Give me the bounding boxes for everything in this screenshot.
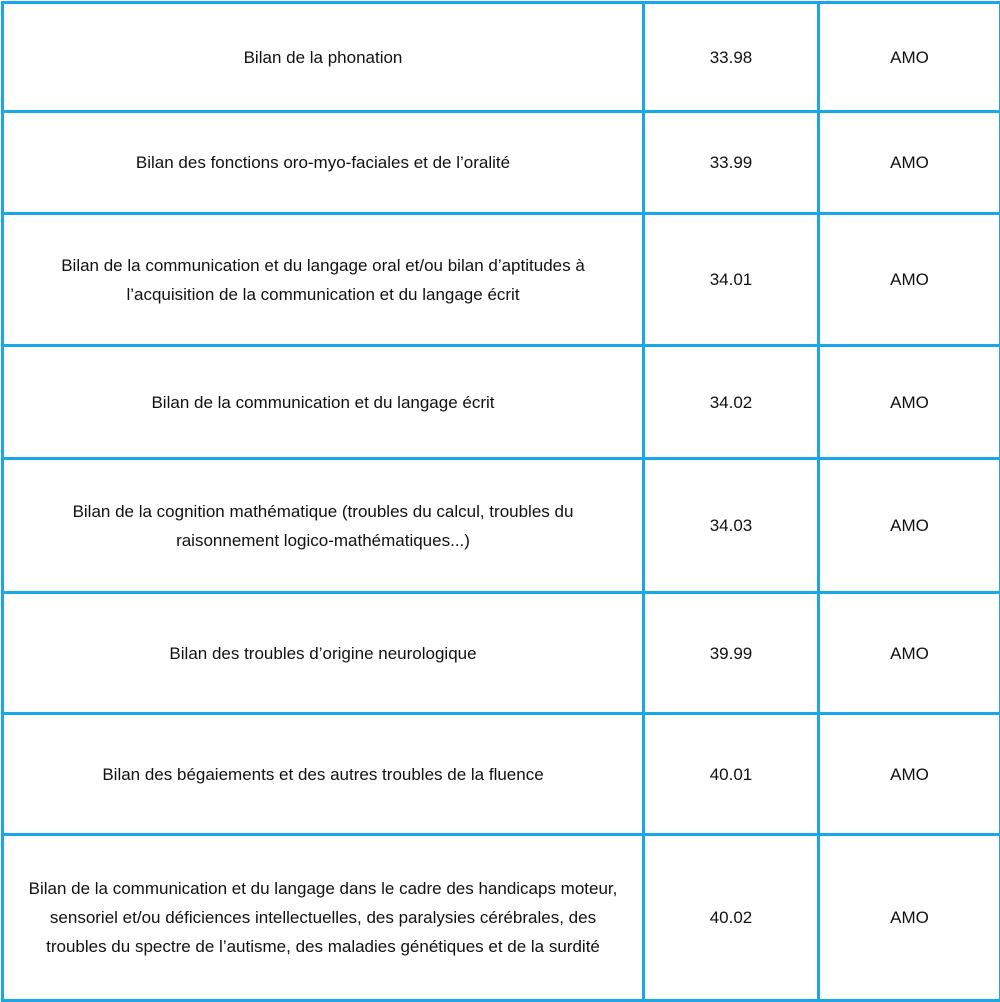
table-row (3, 714, 1000, 835)
row-type-cell: AMO (819, 112, 1000, 214)
row-label-cell: Bilan de la communication et du langage écrit (3, 346, 644, 459)
row-code-cell: 34.03 (644, 459, 819, 593)
table-row (3, 346, 1000, 459)
row-type-cell: AMO (819, 714, 1000, 835)
row-type-cell: AMO (819, 593, 1000, 714)
row-label-cell: Bilan des bégaiements et des autres troubles de la fluence (3, 714, 644, 835)
row-type-cell: AMO (819, 346, 1000, 459)
row-code-cell: 34.02 (644, 346, 819, 459)
row-code-cell: 40.01 (644, 714, 819, 835)
row-type-cell: AMO (819, 835, 1000, 1001)
row-label-cell: Bilan de la cognition mathématique (troubles du calcul, troubles du raisonnement logico-mathématiques...) (3, 459, 644, 593)
row-type-cell: AMO (819, 214, 1000, 346)
table-row (3, 459, 1000, 593)
table-row (3, 835, 1000, 1001)
row-label-cell: Bilan de la phonation (3, 3, 644, 112)
row-label-cell: Bilan de la communication et du langage oral et/ou bilan d’aptitudes à l’acquisition de la communication et du langage écrit (3, 214, 644, 346)
row-type-cell: AMO (819, 459, 1000, 593)
tariff-table (1, 1, 1000, 1002)
table-row (3, 214, 1000, 346)
row-code-cell: 33.99 (644, 112, 819, 214)
row-type-cell: AMO (819, 3, 1000, 112)
row-code-cell: 40.02 (644, 835, 819, 1001)
table-row (3, 593, 1000, 714)
table-row (3, 112, 1000, 214)
row-label-cell: Bilan de la communication et du langage dans le cadre des handicaps moteur, sensoriel et/ou déficiences intellectuelles, des paralysies cérébrales, des troubles du spectre de l’autisme, des maladies génétiques et de la surdité (3, 835, 644, 1001)
table-row (3, 3, 1000, 112)
row-code-cell: 39.99 (644, 593, 819, 714)
row-label-cell: Bilan des troubles d’origine neurologique (3, 593, 644, 714)
row-label-cell: Bilan des fonctions oro-myo-faciales et de l’oralité (3, 112, 644, 214)
row-code-cell: 33.98 (644, 3, 819, 112)
row-code-cell: 34.01 (644, 214, 819, 346)
